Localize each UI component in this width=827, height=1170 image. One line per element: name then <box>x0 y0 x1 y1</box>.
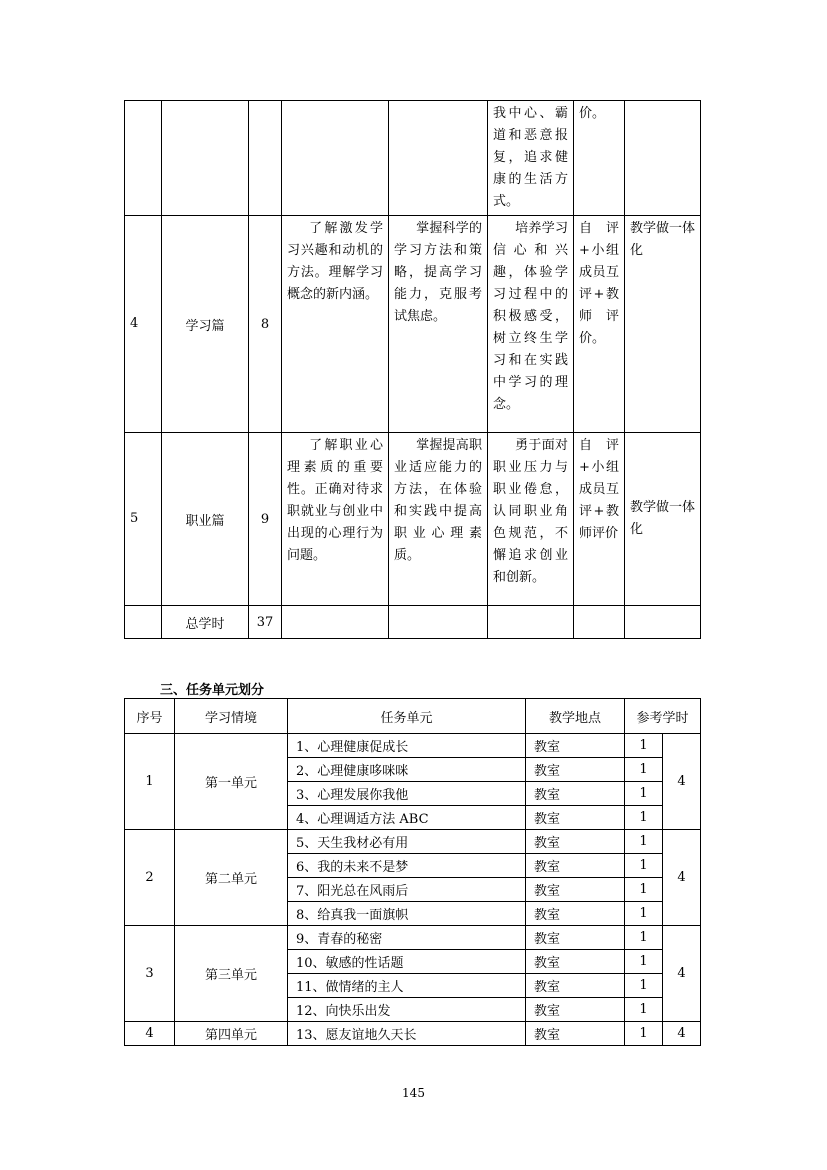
task-hours: 1 <box>625 974 663 998</box>
knowledge-goal: 了解激发学习兴趣和动机的方法。理解学习概念的新内涵。 <box>282 216 389 433</box>
section-title: 三、任务单元划分 <box>160 683 265 698</box>
task-place: 教室 <box>526 950 625 974</box>
header-no: 序号 <box>125 699 175 734</box>
attitude-goal: 培养学习信心和兴趣，体验学习过程中的积极感受，树立终生学习和在实践中学习的理念。 <box>488 216 574 433</box>
task-place: 教室 <box>526 758 625 782</box>
task-place: 教室 <box>526 902 625 926</box>
module-name <box>162 101 249 216</box>
knowledge-goal: 了解职业心理素质的重要性。正确对待求职就业与创业中出现的心理行为问题。 <box>282 433 389 606</box>
task-name: 10、敏感的性话题 <box>288 950 526 974</box>
task-name: 12、向快乐出发 <box>288 998 526 1022</box>
task-name: 9、青春的秘密 <box>288 926 526 950</box>
task-name: 7、阳光总在风雨后 <box>288 878 526 902</box>
assessment: 自评+小组成员互评+教师评价 <box>574 433 625 606</box>
teaching-method: 教学做一体化 <box>625 433 701 606</box>
page-number: 145 <box>402 1086 425 1100</box>
group-number: 2 <box>125 830 175 926</box>
group-name: 第一单元 <box>175 734 288 830</box>
task-name: 13、愿友谊地久天长 <box>288 1022 526 1046</box>
attitude-goal: 我中心、霸道和恶意报复，追求健康的生活方式。 <box>488 101 574 216</box>
task-place: 教室 <box>526 830 625 854</box>
course-content-table <box>124 100 701 639</box>
task-hours: 1 <box>625 782 663 806</box>
group-number: 4 <box>125 1022 175 1046</box>
table-row <box>125 926 701 950</box>
group-number: 1 <box>125 734 175 830</box>
attitude-goal: 勇于面对职业压力与职业倦怠，认同职业角色规范，不懈追求创业和创新。 <box>488 433 574 606</box>
table-row <box>125 734 701 758</box>
group-name: 第二单元 <box>175 830 288 926</box>
header-context: 学习情境 <box>175 699 288 734</box>
task-place: 教室 <box>526 926 625 950</box>
header-place: 教学地点 <box>526 699 625 734</box>
group-total-hours: 4 <box>663 1022 701 1046</box>
task-hours: 1 <box>625 830 663 854</box>
task-hours: 1 <box>625 734 663 758</box>
table-row <box>125 433 701 606</box>
group-name: 第四单元 <box>175 1022 288 1046</box>
table-row <box>125 606 701 639</box>
task-hours: 1 <box>625 854 663 878</box>
task-hours: 1 <box>625 878 663 902</box>
task-hours: 1 <box>625 926 663 950</box>
task-name: 4、心理调适方法 ABC <box>288 806 526 830</box>
task-place: 教室 <box>526 1022 625 1046</box>
teaching-method <box>625 101 701 216</box>
task-hours: 1 <box>625 806 663 830</box>
row-number: 5 <box>125 433 162 606</box>
task-name: 6、我的未来不是梦 <box>288 854 526 878</box>
module-name: 职业篇 <box>162 433 249 606</box>
assessment: 自评+小组成员互评+教师评价。 <box>574 216 625 433</box>
header-task: 任务单元 <box>288 699 526 734</box>
teaching-method: 教学做一体化 <box>625 216 701 433</box>
task-place: 教室 <box>526 878 625 902</box>
table-header-row <box>125 699 701 734</box>
task-hours: 1 <box>625 998 663 1022</box>
group-name: 第三单元 <box>175 926 288 1022</box>
skill-goal: 掌握科学的学习方法和策略，提高学习能力，克服考试焦虑。 <box>389 216 488 433</box>
knowledge-goal <box>282 101 389 216</box>
task-unit-table <box>124 698 701 1046</box>
assessment: 价。 <box>574 101 625 216</box>
group-total-hours: 4 <box>663 830 701 926</box>
task-name: 5、天生我材必有用 <box>288 830 526 854</box>
total-hours-label: 总学时 <box>162 606 249 639</box>
skill-goal: 掌握提高职业适应能力的方法，在体验和实践中提高职业心理素质。 <box>389 433 488 606</box>
task-name: 11、做情绪的主人 <box>288 974 526 998</box>
task-name: 3、心理发展你我他 <box>288 782 526 806</box>
task-name: 2、心理健康哆咪咪 <box>288 758 526 782</box>
task-place: 教室 <box>526 806 625 830</box>
header-hours: 参考学时 <box>625 699 701 734</box>
skill-goal <box>389 101 488 216</box>
task-place: 教室 <box>526 998 625 1022</box>
task-place: 教室 <box>526 734 625 758</box>
table-row <box>125 830 701 854</box>
task-name: 8、给真我一面旗帜 <box>288 902 526 926</box>
module-hours: 8 <box>249 216 282 433</box>
table-row <box>125 101 701 216</box>
module-name: 学习篇 <box>162 216 249 433</box>
task-hours: 1 <box>625 950 663 974</box>
group-total-hours: 4 <box>663 734 701 830</box>
task-place: 教室 <box>526 974 625 998</box>
task-hours: 1 <box>625 902 663 926</box>
module-hours <box>249 101 282 216</box>
task-name: 1、心理健康促成长 <box>288 734 526 758</box>
table-row <box>125 1022 701 1046</box>
group-total-hours: 4 <box>663 926 701 1022</box>
row-number <box>125 101 162 216</box>
table-row <box>125 216 701 433</box>
task-place: 教室 <box>526 854 625 878</box>
task-hours: 1 <box>625 1022 663 1046</box>
module-hours: 9 <box>249 433 282 606</box>
total-hours-value: 37 <box>249 606 282 639</box>
task-hours: 1 <box>625 758 663 782</box>
task-place: 教室 <box>526 782 625 806</box>
group-number: 3 <box>125 926 175 1022</box>
row-number: 4 <box>125 216 162 433</box>
